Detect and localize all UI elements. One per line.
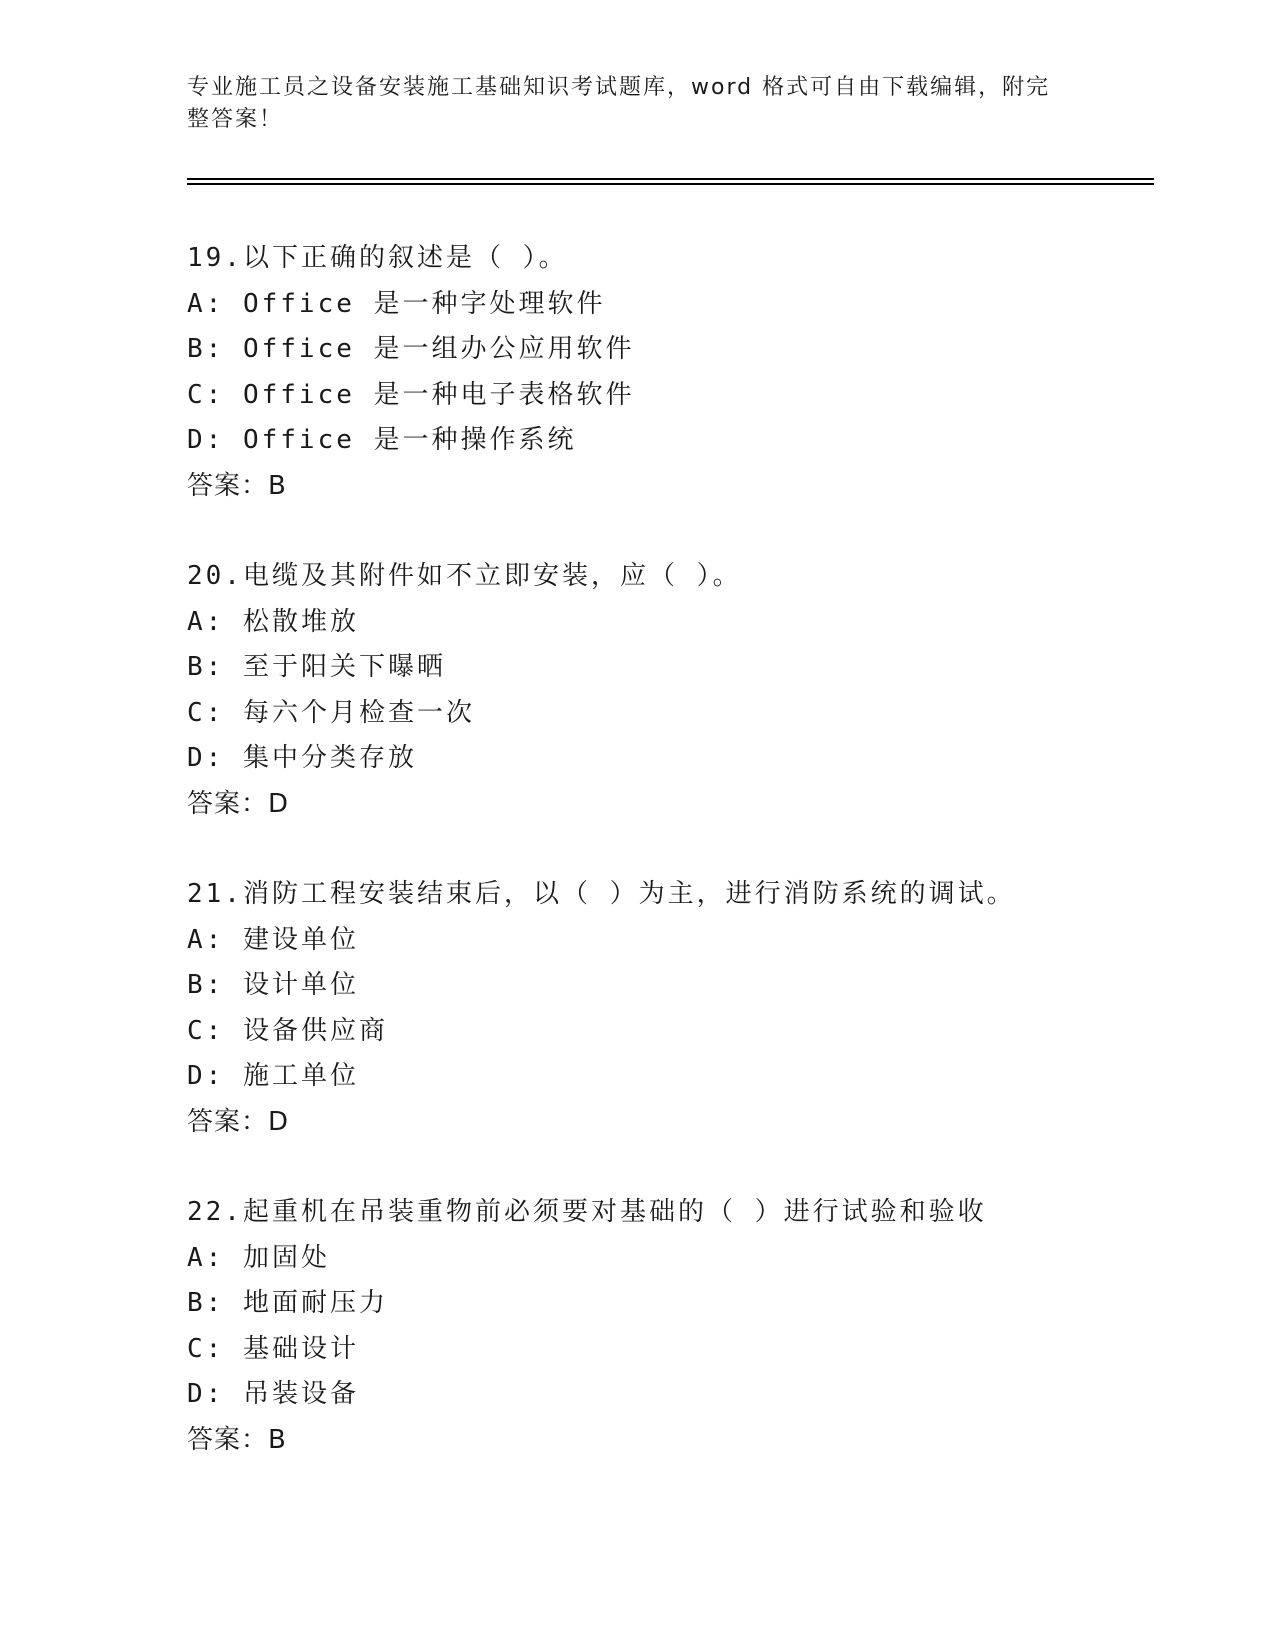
document-header <box>187 72 1067 136</box>
option-b: B: 设计单位 <box>187 970 359 1000</box>
question-stem: 21.消防工程安装结束后，以（ ）为主，进行消防系统的调试。 <box>187 879 1016 909</box>
question-list <box>187 236 1167 1463</box>
question-21 <box>187 872 1167 1190</box>
question-19 <box>187 236 1167 554</box>
question-stem: 20.电缆及其附件如不立即安装，应（ ）。 <box>187 561 742 591</box>
option-b: B: 地面耐压力 <box>187 1288 388 1318</box>
answer-line: 答案：B <box>187 1424 287 1455</box>
answer-line: 答案：D <box>187 1106 290 1137</box>
option-a: A: 建设单位 <box>187 924 359 955</box>
option-a: A: Office 是一种字处理软件 <box>187 288 606 319</box>
question-20 <box>187 554 1167 872</box>
option-c: C: Office 是一种电子表格软件 <box>187 379 635 410</box>
option-d: D: 施工单位 <box>187 1061 359 1091</box>
option-d: D: 吊装设备 <box>187 1379 359 1409</box>
question-22 <box>187 1190 1167 1463</box>
question-stem: 19.以下正确的叙述是（ ）。 <box>187 243 568 273</box>
option-a: A: 松散堆放 <box>187 606 359 637</box>
option-b: B: Office 是一组办公应用软件 <box>187 334 635 364</box>
option-c: C: 每六个月检查一次 <box>187 697 475 728</box>
option-a: A: 加固处 <box>187 1242 330 1273</box>
option-d: D: Office 是一种操作系统 <box>187 425 577 455</box>
answer-line: 答案：B <box>187 470 287 501</box>
option-d: D: 集中分类存放 <box>187 743 417 773</box>
option-c: C: 设备供应商 <box>187 1015 388 1046</box>
header-divider-bottom <box>187 183 1154 185</box>
header-divider-top <box>187 178 1154 180</box>
header-line-1: 专业施工员之设备安装施工基础知识考试题库，word 格式可自由下载编辑，附完 <box>187 75 1051 100</box>
option-c: C: 基础设计 <box>187 1333 359 1364</box>
option-b: B: 至于阳关下曝晒 <box>187 652 446 682</box>
header-line-2: 整答案！ <box>187 107 284 132</box>
answer-line: 答案：D <box>187 788 290 819</box>
question-stem: 22.起重机在吊装重物前必须要对基础的（ ）进行试验和验收 <box>187 1197 987 1227</box>
